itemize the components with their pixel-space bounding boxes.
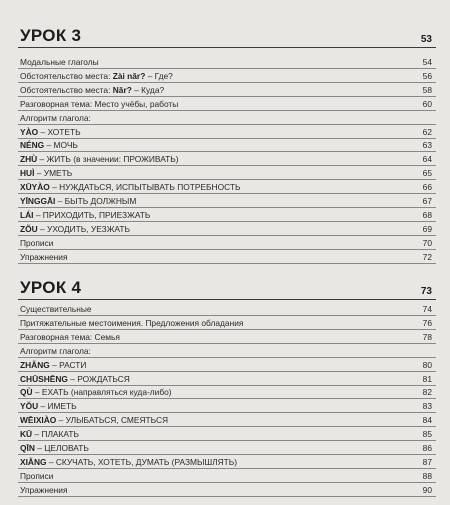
pinyin-term: Zài nǎr?: [112, 70, 146, 81]
entry-underline: [18, 440, 436, 441]
toc-entry: [0, 331, 450, 344]
entry-underline: [18, 235, 436, 236]
entry-text: – ЦЕЛОВАТЬ: [34, 443, 89, 453]
entry-underline: [18, 221, 436, 222]
entry-underline: [18, 357, 436, 358]
toc-entry: [0, 195, 450, 208]
pinyin-term: YĪNGGĀI: [20, 196, 56, 206]
entry-page-number: 72: [422, 251, 432, 262]
pinyin-term: QÙ: [20, 387, 33, 398]
entry-page-number: 62: [422, 126, 432, 137]
lesson-3-section: [0, 26, 450, 262]
entry-underline: [18, 151, 436, 152]
entry-underline: [18, 110, 436, 111]
toc-entry: [0, 359, 450, 372]
toc-entry: [0, 345, 450, 358]
toc-entry: [0, 442, 450, 455]
toc-entry: [0, 237, 450, 250]
entry-text: – УЛЫБАТЬСЯ, СМЕЯТЬСЯ: [56, 415, 169, 426]
pinyin-term: YÀO: [20, 126, 39, 137]
pinyin-term: LÁI: [20, 209, 34, 220]
entry-text: Упражнения: [20, 251, 68, 262]
toc-entry: [0, 181, 450, 194]
pinyin-term: ZHĂNG: [20, 359, 50, 370]
pinyin-term: ZHÙ: [20, 154, 38, 165]
toc-entry: [0, 386, 450, 399]
entry-page-number: 58: [422, 84, 432, 95]
entry-text: – ПЛАКАТЬ: [32, 429, 79, 440]
toc-entry: [0, 456, 450, 469]
toc-entry: [0, 209, 450, 222]
entry-page-number: 54: [422, 57, 432, 67]
toc-entry: [0, 84, 450, 97]
lesson-page-number: 53: [420, 34, 432, 45]
toc-entry: [0, 373, 450, 386]
pinyin-term: NÉNG: [20, 140, 45, 151]
entry-text: Алгоритм глагола:: [20, 112, 91, 123]
pinyin-term: YŎU: [20, 401, 39, 412]
lesson-4-section: [0, 278, 450, 495]
entry-page-number: 82: [422, 387, 432, 398]
pinyin-term: XŪYÀO: [20, 182, 50, 193]
entry-page-number: 68: [422, 209, 432, 220]
entry-underline: [18, 496, 436, 497]
entry-page-number: 81: [422, 373, 432, 384]
toc-entry: [0, 139, 450, 152]
toc-entry: [0, 414, 450, 427]
pinyin-term: Nǎr?: [112, 84, 132, 95]
entry-text: – ЕХАТЬ (направляться куда-либо): [32, 387, 172, 398]
entry-underline: [18, 329, 436, 330]
entry-text: Притяжательные местоимения. Предложения обладания: [20, 317, 244, 328]
entry-page-number: 84: [422, 415, 432, 426]
entry-text: Прописи: [20, 470, 54, 481]
toc-entry: [0, 167, 450, 180]
entry-underline: [18, 454, 436, 455]
toc-entry: [0, 112, 450, 125]
entry-underline: [18, 468, 436, 469]
entry-text: – Где?: [145, 70, 173, 81]
toc-entry: [0, 251, 450, 264]
toc-entry: [0, 303, 450, 316]
pinyin-term: ZŎU: [20, 223, 38, 234]
lesson-header: [0, 278, 450, 304]
entry-page-number: 80: [422, 359, 432, 370]
entry-underline: [18, 207, 436, 208]
entry-page-number: 65: [422, 168, 432, 179]
entry-text: Разговорная тема: Семья: [20, 331, 120, 342]
entry-page-number: 63: [422, 140, 432, 151]
entry-text: Алгоритм глагола:: [20, 345, 91, 356]
toc-entry: [0, 400, 450, 413]
entry-underline: [18, 138, 436, 139]
entry-text: Обстоятельство места:: [20, 84, 113, 95]
entry-underline: [18, 412, 436, 413]
entry-text: Существительные: [20, 304, 92, 314]
entry-page-number: 83: [422, 401, 432, 412]
entry-text: – ХОТЕТЬ: [38, 126, 81, 137]
lesson-title: УРОК 4: [20, 278, 82, 297]
entry-underline: [18, 249, 436, 250]
toc-entry: [0, 56, 450, 69]
pinyin-term: XIĂNG: [20, 456, 47, 467]
entry-underline: [18, 82, 436, 83]
entry-text: – НУЖДАТЬСЯ, ИСПЫТЫВАТЬ ПОТРЕБНОСТЬ: [49, 182, 241, 193]
entry-text: – ИМЕТЬ: [38, 401, 77, 412]
pinyin-term: QĪN: [20, 443, 35, 453]
entry-page-number: 78: [422, 331, 432, 342]
pinyin-term: WĒIXIÀO: [20, 415, 57, 426]
entry-text: Прописи: [20, 237, 54, 248]
entry-text: – УХОДИТЬ, УЕЗЖАТЬ: [37, 223, 130, 234]
entry-underline: [18, 343, 436, 344]
entry-page-number: 64: [422, 154, 432, 165]
entry-text: – РАСТИ: [49, 359, 87, 370]
entry-underline: [18, 398, 436, 399]
entry-text: – Куда?: [131, 84, 165, 95]
toc-entry: [0, 484, 450, 497]
entry-underline: [18, 263, 436, 264]
entry-text: – ЖИТЬ (в значении: ПРОЖИВАТЬ): [37, 154, 179, 165]
entry-text: Упражнения: [20, 484, 68, 495]
toc-entry: [0, 70, 450, 83]
entry-underline: [18, 96, 436, 97]
entry-page-number: 56: [422, 70, 432, 81]
entry-page-number: 85: [422, 429, 432, 440]
toc-entry: [0, 153, 450, 166]
entry-page-number: 74: [422, 304, 432, 314]
entry-text: Модальные глаголы: [20, 57, 99, 67]
entry-text: – БЫТЬ ДОЛЖНЫМ: [55, 196, 137, 206]
pinyin-term: KŪ: [20, 429, 33, 440]
entry-page-number: 76: [422, 317, 432, 328]
entry-underline: [18, 426, 436, 427]
entry-text: Разговорная тема: Место учёбы, работы: [20, 98, 179, 109]
pinyin-term: HUÌ: [20, 168, 35, 179]
toc-entry: [0, 223, 450, 236]
toc-entry: [0, 428, 450, 441]
toc-entry: [0, 126, 450, 139]
entry-underline: [18, 193, 436, 194]
entry-page-number: 66: [422, 182, 432, 193]
entry-text: – ПРИХОДИТЬ, ПРИЕЗЖАТЬ: [33, 209, 151, 220]
entry-underline: [18, 482, 436, 483]
entry-text: – УМЕТЬ: [34, 168, 73, 179]
entry-page-number: 69: [422, 223, 432, 234]
entry-underline: [18, 371, 436, 372]
lesson-page-number: 73: [420, 286, 432, 297]
entry-page-number: 60: [422, 98, 432, 109]
entry-underline: [18, 315, 436, 316]
entry-page-number: 70: [422, 237, 432, 248]
entry-page-number: 87: [422, 456, 432, 467]
entry-page-number: 86: [422, 443, 432, 453]
entry-page-number: 67: [422, 196, 432, 206]
entry-text: – РОЖДАТЬСЯ: [67, 373, 130, 384]
entry-underline: [18, 179, 436, 180]
toc-entry: [0, 470, 450, 483]
toc-entry: [0, 98, 450, 111]
entry-page-number: 88: [422, 470, 432, 481]
header-rule: [18, 47, 436, 48]
entry-text: – СКУЧАТЬ, ХОТЕТЬ, ДУМАТЬ (РАЗМЫШЛЯТЬ): [46, 456, 238, 467]
lesson-header: [0, 26, 450, 52]
entry-text: – МОЧЬ: [44, 140, 78, 151]
entry-page-number: 90: [422, 484, 432, 495]
entry-underline: [18, 68, 436, 69]
toc-entry: [0, 317, 450, 330]
lesson-title: УРОК 3: [20, 26, 82, 45]
entry-underline: [18, 124, 436, 125]
entry-underline: [18, 165, 436, 166]
entry-text: Обстоятельство места:: [20, 70, 113, 81]
entry-underline: [18, 385, 436, 386]
header-rule: [18, 299, 436, 300]
pinyin-term: CHŪSHĒNG: [20, 373, 68, 384]
